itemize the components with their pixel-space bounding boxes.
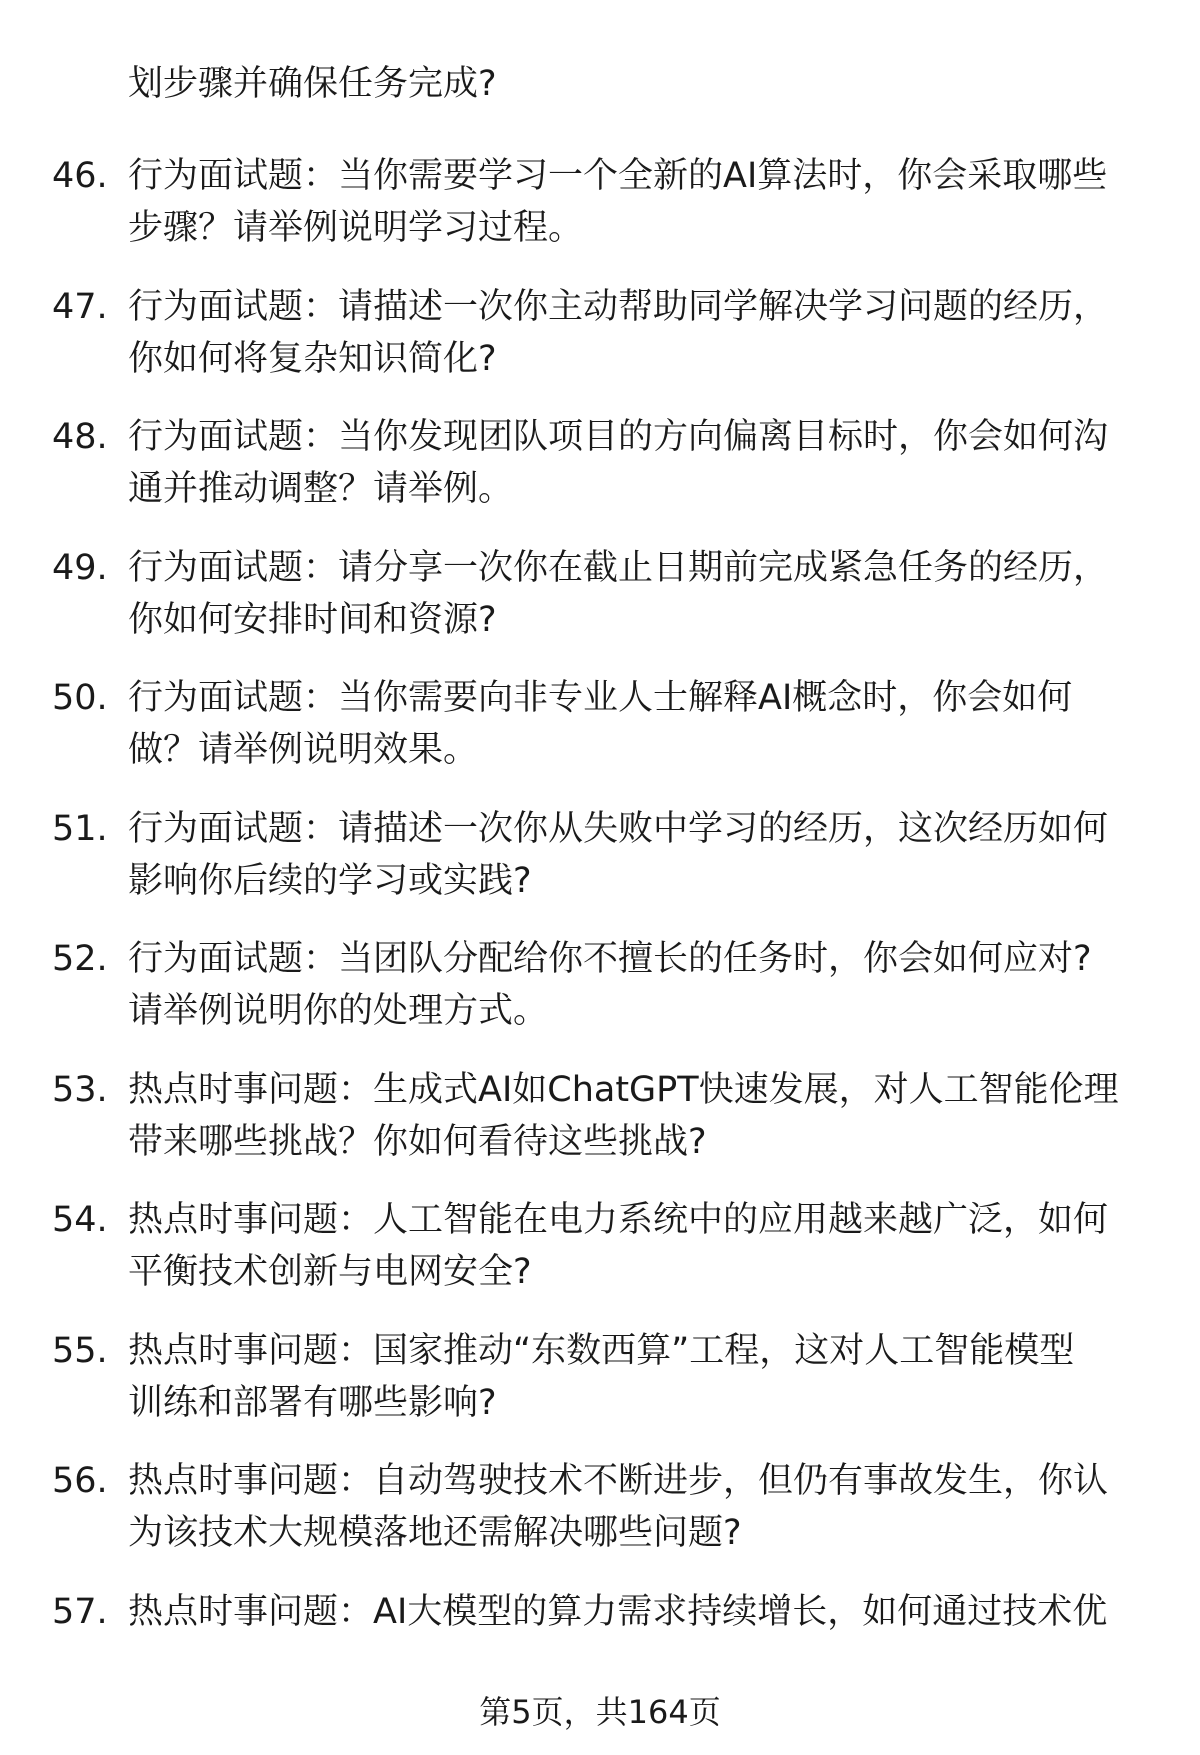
question-item <box>0 933 1200 1064</box>
question-text-line1: 行为面试题：当团队分配给你不擅长的任务时，你会如何应对? <box>128 939 1092 979</box>
question-text-line1: 行为面试题：请描述一次你主动帮助同学解决学习问题的经历， <box>128 286 1109 327</box>
question-text-line1: 行为面试题：请描述一次你从失败中学习的经历，这次经历如何 <box>128 808 1109 849</box>
question-item <box>0 1455 1200 1586</box>
question-item <box>0 1325 1200 1456</box>
question-text-line1: 热点时事问题：AI大模型的算力需求持续增长，如何通过技术优 <box>128 1591 1108 1632</box>
question-text-line1: 行为面试题：当你需要学习一个全新的AI算法时，你会采取哪些 <box>128 156 1108 196</box>
question-number: 57. <box>52 1591 108 1632</box>
question-text-line1: 热点时事问题：国家推动“东数西算”工程，这对人工智能模型 <box>128 1330 1075 1371</box>
question-text-line2: 影响你后续的学习或实践? <box>128 860 532 901</box>
question-text-line2: 通并推动调整？请举例。 <box>128 469 514 509</box>
continuation-text: 划步骤并确保任务完成? <box>128 64 497 104</box>
question-text-line1: 热点时事问题：人工智能在电力系统中的应用越来越广泛，如何 <box>128 1200 1109 1240</box>
question-item <box>0 672 1200 803</box>
question-number: 52. <box>52 939 108 979</box>
question-text-line2: 请举例说明你的处理方式。 <box>128 991 549 1031</box>
question-text-line1: 热点时事问题：生成式AI如ChatGPT快速发展，对人工智能伦理 <box>128 1069 1119 1110</box>
question-item <box>0 411 1200 542</box>
question-text-line2: 做？请举例说明效果。 <box>128 730 479 770</box>
question-text-line2: 平衡技术创新与电网安全? <box>128 1252 532 1292</box>
question-item <box>0 1064 1200 1195</box>
page-number-footer: 第5页，共164页 <box>479 1693 721 1731</box>
question-number: 51. <box>52 808 108 849</box>
question-number: 50. <box>52 678 108 718</box>
question-text-line1: 行为面试题：当你需要向非专业人士解释AI概念时，你会如何 <box>128 678 1073 718</box>
question-number: 49. <box>52 547 108 588</box>
question-text-line2: 为该技术大规模落地还需解决哪些问题? <box>128 1513 742 1553</box>
question-text-line2: 训练和部署有哪些影响? <box>128 1382 497 1423</box>
question-text-line1: 行为面试题：请分享一次你在截止日期前完成紧急任务的经历， <box>128 547 1109 588</box>
question-item <box>0 1194 1200 1325</box>
question-number: 48. <box>52 417 108 457</box>
question-text-line2: 你如何将复杂知识简化? <box>128 338 497 379</box>
question-item <box>0 803 1200 934</box>
question-number: 47. <box>52 286 108 327</box>
question-item <box>0 150 1200 281</box>
question-item <box>0 542 1200 673</box>
question-text-line1: 热点时事问题：自动驾驶技术不断进步，但仍有事故发生，你认 <box>128 1461 1109 1501</box>
question-list <box>0 150 1200 1716</box>
question-number: 56. <box>52 1461 108 1501</box>
question-text-line1: 行为面试题：当你发现团队项目的方向偏离目标时，你会如何沟 <box>128 417 1109 457</box>
question-number: 55. <box>52 1330 108 1371</box>
question-number: 53. <box>52 1069 108 1110</box>
question-text-line2: 带来哪些挑战？你如何看待这些挑战? <box>128 1121 707 1162</box>
question-number: 46. <box>52 156 108 196</box>
question-text-line2: 步骤？请举例说明学习过程。 <box>128 208 584 248</box>
question-item <box>0 281 1200 412</box>
question-text-line2: 你如何安排时间和资源? <box>128 599 497 640</box>
question-number: 54. <box>52 1200 108 1240</box>
